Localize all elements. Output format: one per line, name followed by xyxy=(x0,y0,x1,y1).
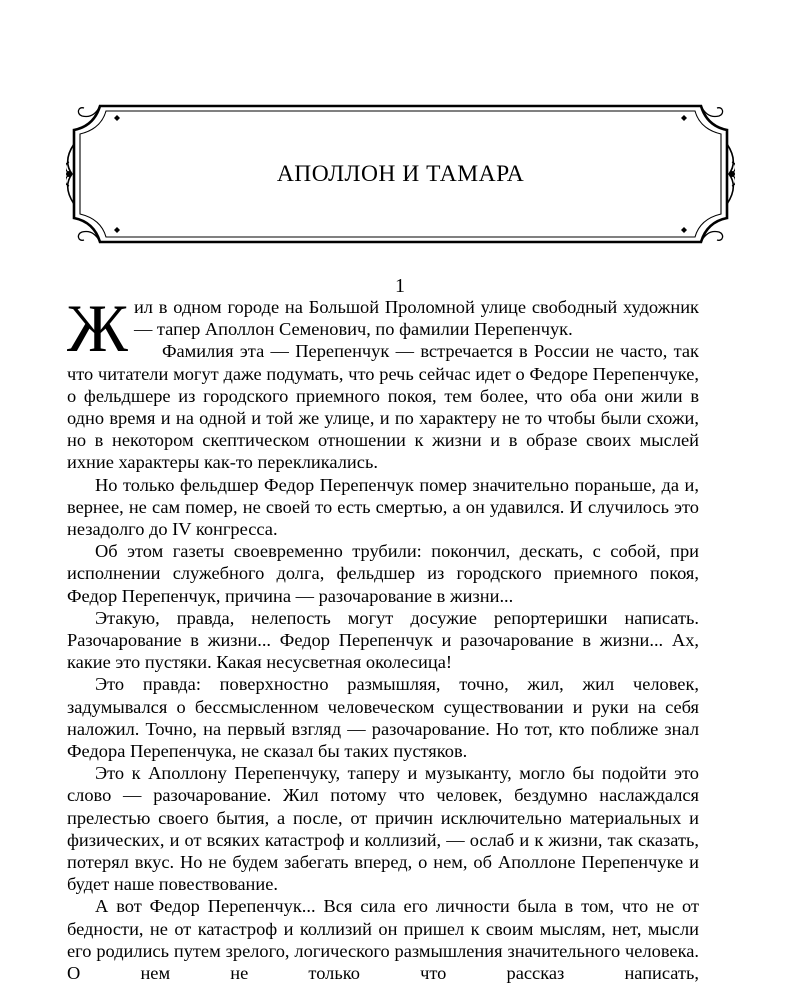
paragraph: Это правда: поверхностно размышляя, точно, жил, жил человек, задумывался о бессмысленном человеческом существовании и руки на себя наложил. Точно, на первый взгляд — разочарование. Но тот, кто поближе знал Федора Перепенчука, не сказал бы таких пустяков. xyxy=(67,674,699,762)
paragraph: Жил в одном городе на Большой Проломной улице свободный художник — тапер Аполлон Семенович, по фамилии Перепенчук. xyxy=(67,290,699,366)
paragraph: Об этом газеты своевременно трубили: покончил, дескать, с собой, при исполнении служебного долга, фельдшер из городского приемного покоя, Федор Перепенчук, причина — разочарование в жизни... xyxy=(67,541,699,606)
drop-cap: Ж xyxy=(67,290,128,366)
paragraph: Этакую, правда, нелепость могут досужие репортеришки написать. Разочарование в жизни... Федор Перепенчук и разочарование в жизни... Ах, какие это пустяки. Какая несусветная околесица! xyxy=(67,607,699,673)
ornamental-title-frame xyxy=(66,104,735,244)
paragraph: Фамилия эта — Перепенчук — встречается в России не часто, так что читатели могут даже подумать, что речь сейчас идет о Федоре Перепенчуке, о фельдшере из городского приемного покоя, тем более, что оба они жили в одно время и на одной и той же улице, и по характеру не то чтобы были схожи, но в некотором скептическом отношении к жизни и в образе своих мыслей ихние характеры как-то перекликались. xyxy=(67,341,699,473)
section-number: 1 xyxy=(395,275,405,297)
chapter-title: АПОЛЛОН И ТАМАРА xyxy=(276,161,525,187)
paragraph: Но только фельдшер Федор Перепенчук помер значительно пораньше, да и, вернее, не сам помер, не своей то есть смертью, а он удавился. И случилось это незадолго до IV конгресса. xyxy=(67,474,699,540)
body-text xyxy=(67,290,699,984)
paragraph: Это к Аполлону Перепенчуку, таперу и музыканту, могло бы подойти это слово — разочарование. Жил потому что человек, бездумно наслаждался прелестью своего бытия, а после, от причин исключительно материальных и физических, и от всяких катастроф и коллизий, — ослаб и к жизни, так сказать, потерял вкус. Но не будем забегать вперед, о нем, об Аполлоне Перепенчуке и будет наше повествование. xyxy=(67,763,699,895)
paragraph: А вот Федор Перепенчук... Вся сила его личности была в том, что не от бедности, не от катастроф и коллизий он пришел к своим мыслям, нет, мысли его родились путем зрелого, логического размышления значительного человека. О нем не только что рассказ написать, xyxy=(67,896,699,984)
